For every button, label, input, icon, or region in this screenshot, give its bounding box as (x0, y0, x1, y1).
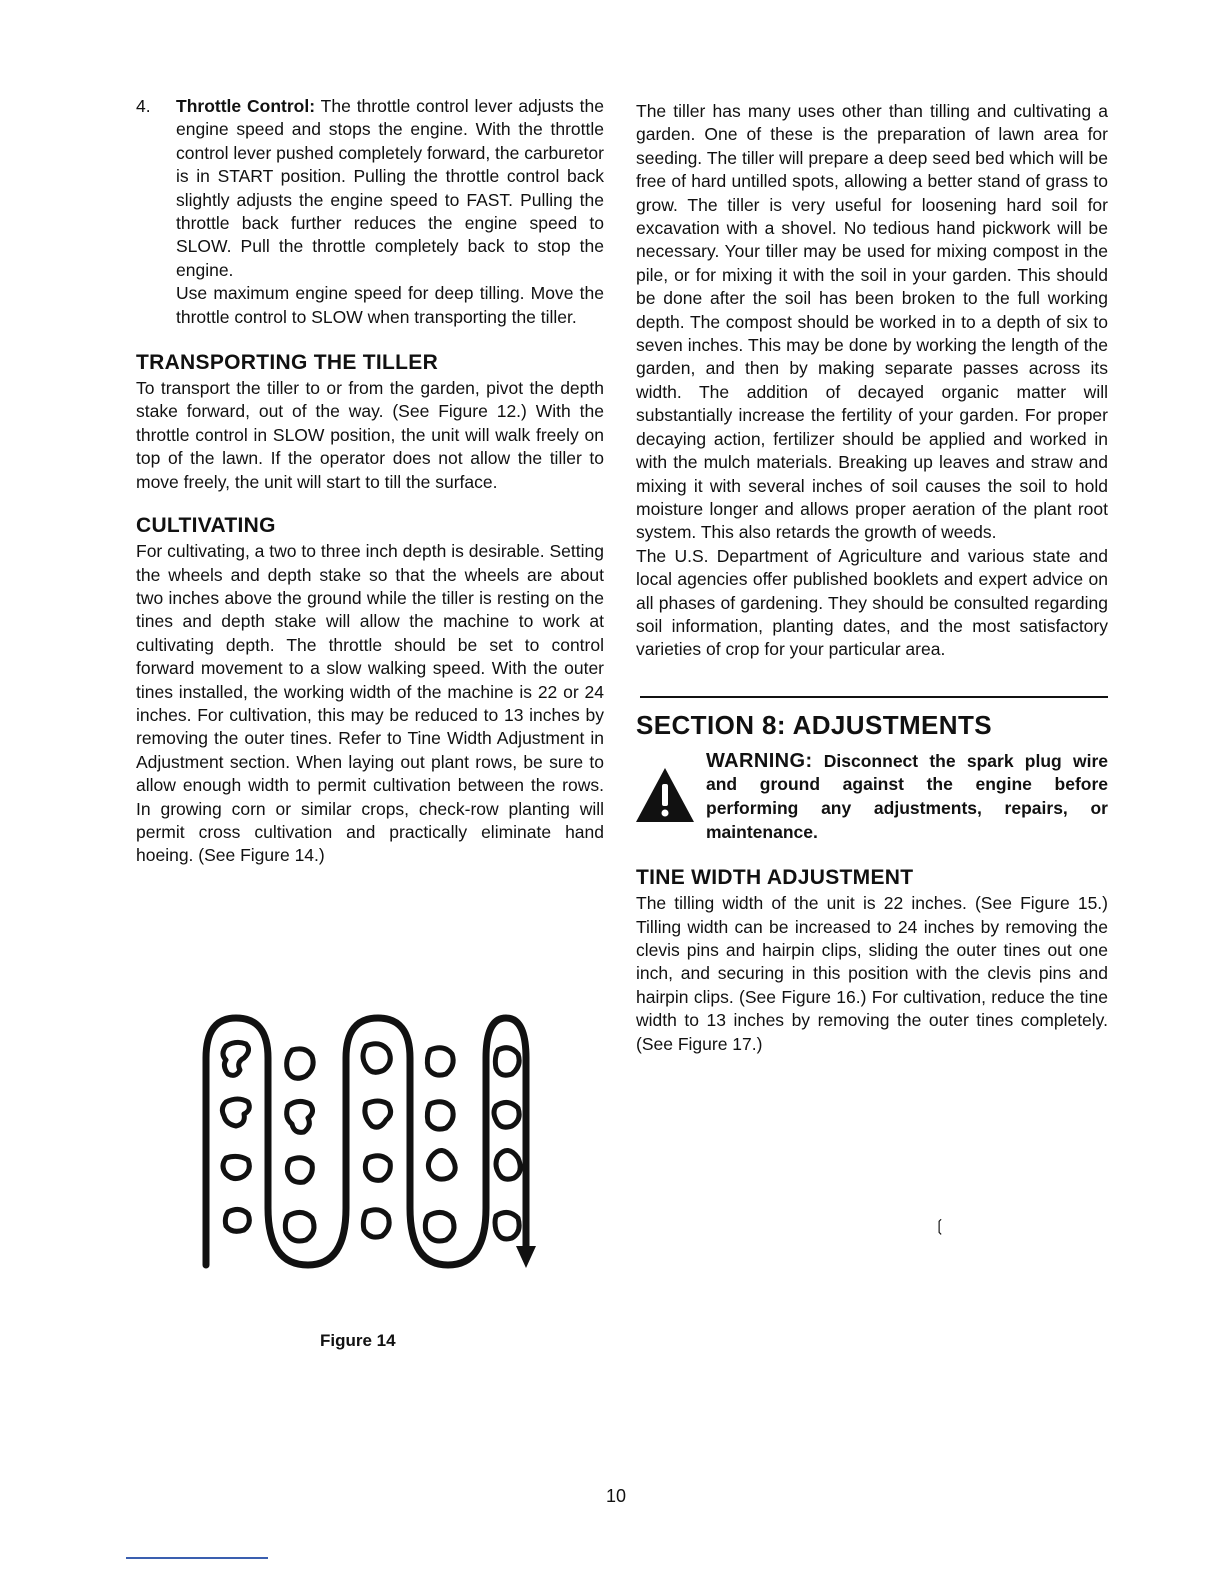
section-8-heading: SECTION 8: ADJUSTMENTS (636, 709, 992, 740)
warning-text (706, 750, 1108, 844)
arrow-head (516, 1246, 536, 1268)
page-number: 10 (606, 1486, 627, 1506)
transporting-text: To transport the tiller to or from the garden, pivot the depth stake forward, out of the way. (See Figure 12.) With the throttle control in SLOW position, the unit will walk freely on top of the lawn. If the operator does not allow the tiller to move freely, the unit will start to till the surface. (136, 378, 604, 492)
warning-triangle-icon (636, 750, 706, 827)
cultivating-heading: CULTIVATING (136, 514, 276, 538)
throttle-control-paragraph (176, 95, 604, 282)
right-column (636, 100, 1108, 1056)
item-number: 4. (136, 96, 151, 116)
warning-label: WARNING: (706, 749, 813, 772)
transporting-heading: TRANSPORTING THE TILLER (136, 351, 439, 375)
tine-width-heading: TINE WIDTH ADJUSTMENT (636, 866, 914, 890)
section-divider (640, 696, 1108, 698)
throttle-control-title: Throttle Control: (176, 96, 316, 116)
scan-speck: ❲ (933, 1218, 947, 1235)
warning-box (636, 750, 1108, 844)
figure-14-cultivation-pattern (196, 1010, 536, 1275)
throttle-control-note: Use maximum engine speed for deep tilling. Move the throttle control to SLOW when transporting the tiller. (176, 283, 604, 327)
cultivating-text: For cultivating, a two to three inch depth is desirable. Setting the wheels and depth stake so that the wheels are about two inches above the ground while the tiller is resting on the tines and depth stake will allow the machine to work at cultivating depth. The throttle should be set to control forward movement to a slow walking speed. With the outer tines installed, the working width of the machine is 22 or 24 inches. For cultivation, this may be reduced to 13 inches by removing the outer tines. Refer to Tine Width Adjustment in Adjustment section. When laying out plant rows, be sure to allow enough width to permit cultivation between the rows. In growing corn or similar crops, check-row planting will permit cross cultivation and practically eliminate hand hoeing. (See Figure 14.) (136, 541, 604, 866)
figure-14-caption: Figure 14 (320, 1331, 396, 1350)
warning-message: Disconnect the spark plug wire and ground against the engine before performing any adjustments, repairs, or maintenance. (706, 750, 1108, 842)
cultivation-path-illustration (196, 1010, 536, 1275)
left-column (136, 95, 604, 868)
throttle-control-text: The throttle control lever adjusts the engine speed and stops the engine. With the throttle control lever pushed completely forward, the carburetor is in START position. Pulling the throttle control back slightly adjusts the engine speed to FAST. Pulling the throttle back further reduces the engine speed to SLOW. Pull the throttle completely back to stop the engine. (176, 96, 604, 280)
tiller-uses-paragraph: The tiller has many uses other than tilling and cultivating a garden. One of these is the preparation of lawn area for seeding. The tiller will prepare a deep seed bed which will be free of hard untilled spots, allowing a better stand of grass to grow. The tiller is very useful for loosening hard soil for excavation with a shovel. No tedious hand pickwork will be necessary. Your tiller may be used for mixing compost in the pile, or for mixing it with the soil in your garden. This should be done after the soil has been broken to the full working depth. The compost should be worked in to a depth of six to seven inches. This may be done by working the length of the garden, and then by making separate passes across its width. The addition of decayed organic matter will substantially increase the fertility of your garden. For proper decaying action, fertilizer should be applied and worked in with the mulch materials. Breaking up leaves and straw and mixing it with several inches of soil causes the soil to hold moisture longer and allows proper aeration of the plant root system. This also retards the growth of weeds. (636, 101, 1108, 543)
footer-line (126, 1557, 268, 1559)
throttle-control-item (136, 95, 604, 329)
agriculture-paragraph: The U.S. Department of Agriculture and various state and local agencies offer published booklets and expert advice on all phases of gardening. They should be consulted regarding soil information, planting dates, and the most satisfactory varieties of crop for your particular area. (636, 545, 1108, 660)
tine-width-text: The tilling width of the unit is 22 inches. (See Figure 15.) Tilling width can be increased to 24 inches by removing the clevis pins and hairpin clips, sliding the outer tines out one inch, and securing in this position with the clevis pins and hairpin clips. (See Figure 16.) For cultivation, reduce the tine width to 13 inches by removing the outer tines completely. (See Figure 17.) (636, 893, 1108, 1054)
